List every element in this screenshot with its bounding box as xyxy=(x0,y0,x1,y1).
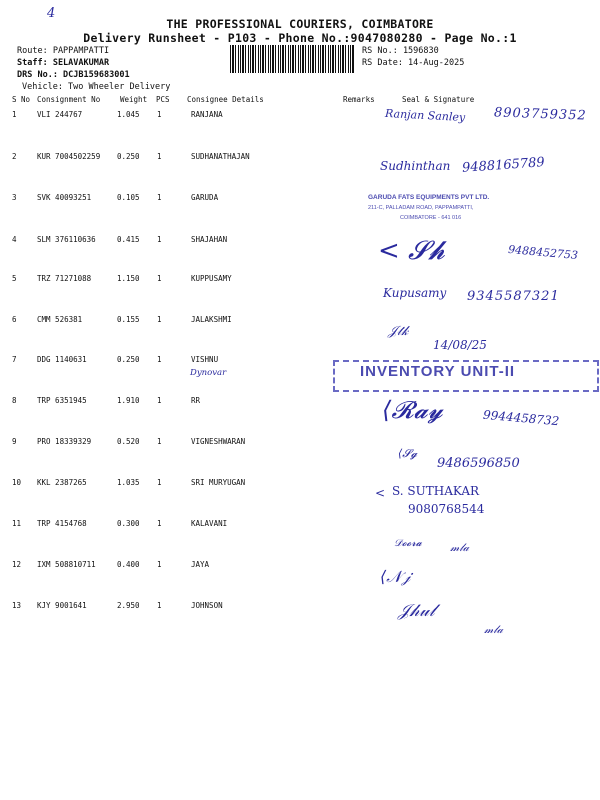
row-consignee: VIGNESHWARAN xyxy=(191,437,246,446)
row-sno: 8 xyxy=(12,396,17,405)
row-pcs: 1 xyxy=(157,560,162,569)
col-consignment: Consignment No xyxy=(37,95,101,104)
phone-row8: 9944458732 xyxy=(482,407,560,429)
row-consignment: SLM 376110636 xyxy=(37,235,96,244)
row-sno: 5 xyxy=(12,274,17,283)
row-weight: 0.520 xyxy=(117,437,140,446)
route-label: Route: PAPPAMPATTI xyxy=(17,46,110,56)
row-pcs: 1 xyxy=(157,437,162,446)
row-pcs: 1 xyxy=(157,193,162,202)
row-consignment: IXM 508810711 xyxy=(37,560,96,569)
row-consignment: DDG 1140631 xyxy=(37,355,87,364)
row-consignment: KJY 9001641 xyxy=(37,601,87,610)
vehicle-label: Vehicle: Two Wheeler Delivery xyxy=(22,82,171,92)
corner-handwritten-mark: 4 xyxy=(47,6,56,21)
row-sno: 11 xyxy=(12,519,22,528)
date-row6: 14/08/25 xyxy=(433,338,487,352)
row-consignment: VLI 244767 xyxy=(37,110,83,119)
barcode xyxy=(230,45,354,73)
row-weight: 1.910 xyxy=(117,396,140,405)
row-consignment: TRP 6351945 xyxy=(37,396,87,405)
row-sno: 3 xyxy=(12,193,17,202)
rs-number: RS No.: 1596830 xyxy=(362,46,439,56)
phone-row2: 9488165789 xyxy=(461,155,546,176)
arrow-mark-row10: < xyxy=(375,486,386,500)
stamp-garuda-line1: GARUDA FATS EQUIPMENTS PVT LTD. xyxy=(368,194,490,201)
row-weight: 0.300 xyxy=(117,519,140,528)
handwritten-name-row10: S. SUTHAKAR xyxy=(392,484,480,498)
staff-label: Staff: SELAVAKUMAR xyxy=(17,58,110,68)
runsheet-title: Delivery Runsheet - P103 - Phone No.:9047080280 - Page No.:1 xyxy=(83,31,517,45)
row-consignee: JOHNSON xyxy=(191,601,223,610)
row-sno: 12 xyxy=(12,560,22,569)
row-sno: 1 xyxy=(12,110,17,119)
row-consignment: CMM 526381 xyxy=(37,315,83,324)
phone-row4: 9488452753 xyxy=(507,242,579,263)
phone-row1: 8903759352 xyxy=(493,105,587,124)
row-weight: 0.250 xyxy=(117,355,140,364)
row-sno: 7 xyxy=(12,355,17,364)
phone-row5: 9345587321 xyxy=(467,289,560,304)
col-sno: S No xyxy=(12,95,31,104)
signature-row12: ⟨𝒩𝒿 xyxy=(380,567,411,586)
row-consignee: SHAJAHAN xyxy=(191,235,228,244)
row-pcs: 1 xyxy=(157,519,162,528)
row-weight: 0.415 xyxy=(117,235,140,244)
row-consignee: SUDHANATHAJAN xyxy=(191,152,250,161)
row-consignment: PRO 18339329 xyxy=(37,437,92,446)
row-consignee: VISHNU xyxy=(191,355,219,364)
row-weight: 0.250 xyxy=(117,152,140,161)
signature-row8: ⟨𝓡𝓪𝔂 xyxy=(382,396,443,424)
company-title: THE PROFESSIONAL COURIERS, COIMBATORE xyxy=(166,17,434,31)
row-weight: 1.045 xyxy=(117,110,140,119)
signature-row2: Sudhinthan xyxy=(380,159,451,173)
row-consignee: KUPPUSAMY xyxy=(191,274,232,283)
row-consignment: KKL 2387265 xyxy=(37,478,87,487)
row-pcs: 1 xyxy=(157,355,162,364)
row-pcs: 1 xyxy=(157,478,162,487)
row-consignee: JALAKSHMI xyxy=(191,315,232,324)
stamp-inventory: INVENTORY UNIT-II xyxy=(360,363,516,380)
stamp-garuda-line3: COIMBATORE - 641 016 xyxy=(400,215,462,221)
signature-row1: Ranjan Sanley xyxy=(384,106,466,125)
row-consignee: JAYA xyxy=(191,560,210,569)
phone-row10: 9080768544 xyxy=(408,502,485,516)
row-pcs: 1 xyxy=(157,152,162,161)
row-sno: 6 xyxy=(12,315,17,324)
row-consignee: RR xyxy=(191,396,201,405)
signature-row9: ⟨𝓢𝓰 xyxy=(398,447,418,460)
row-sno: 13 xyxy=(12,601,22,610)
row-weight: 1.150 xyxy=(117,274,140,283)
signature-row11b: 𝓂𝓁𝒶 xyxy=(450,541,470,554)
row-weight: 0.105 xyxy=(117,193,140,202)
stamp-garuda-line2: 211-C, PALLADAM ROAD, PAPPAMPATTI, xyxy=(368,205,474,211)
row-pcs: 1 xyxy=(157,315,162,324)
row-consignee: SRI MURYUGAN xyxy=(191,478,246,487)
rs-date: RS Date: 14-Aug-2025 xyxy=(362,58,465,68)
row-sno: 2 xyxy=(12,152,17,161)
row-consignment: KUR 7004502259 xyxy=(37,152,101,161)
row-weight: 2.950 xyxy=(117,601,140,610)
row-consignee: KALAVANI xyxy=(191,519,228,528)
signature-row13b: 𝓂𝓁𝒶 xyxy=(484,623,504,636)
phone-row9: 9486596850 xyxy=(437,456,520,471)
col-pcs: PCS xyxy=(156,95,170,104)
col-remarks: Remarks xyxy=(343,95,375,104)
col-seal-signature: Seal & Signature xyxy=(402,95,475,104)
row-weight: 0.400 xyxy=(117,560,140,569)
signature-row6: 𝒥𝓉𝓀 xyxy=(388,324,409,339)
note-row7: Dynovar xyxy=(190,368,227,378)
signature-row11: 𝒟𝓸𝓸𝓻𝓪 xyxy=(394,538,422,549)
col-consignee: Consignee Details xyxy=(187,95,264,104)
row-consignment: TRP 4154768 xyxy=(37,519,87,528)
row-consignment: TRZ 71271088 xyxy=(37,274,92,283)
row-consignee: GARUDA xyxy=(191,193,219,202)
signature-row4: < 𝓢𝓱 xyxy=(378,236,446,266)
col-weight: Weight xyxy=(120,95,148,104)
row-consignee: RANJANA xyxy=(191,110,223,119)
row-pcs: 1 xyxy=(157,601,162,610)
row-sno: 10 xyxy=(12,478,22,487)
row-pcs: 1 xyxy=(157,110,162,119)
signature-row13: 𝒥𝒽𝓊𝓁 xyxy=(398,601,435,621)
row-consignment: SVK 40093251 xyxy=(37,193,92,202)
signature-row5: Kupusamy xyxy=(383,286,447,300)
row-pcs: 1 xyxy=(157,396,162,405)
row-weight: 0.155 xyxy=(117,315,140,324)
row-weight: 1.035 xyxy=(117,478,140,487)
row-sno: 4 xyxy=(12,235,17,244)
row-pcs: 1 xyxy=(157,235,162,244)
row-pcs: 1 xyxy=(157,274,162,283)
drs-label: DRS No.: DCJB159683001 xyxy=(17,70,130,80)
row-sno: 9 xyxy=(12,437,17,446)
